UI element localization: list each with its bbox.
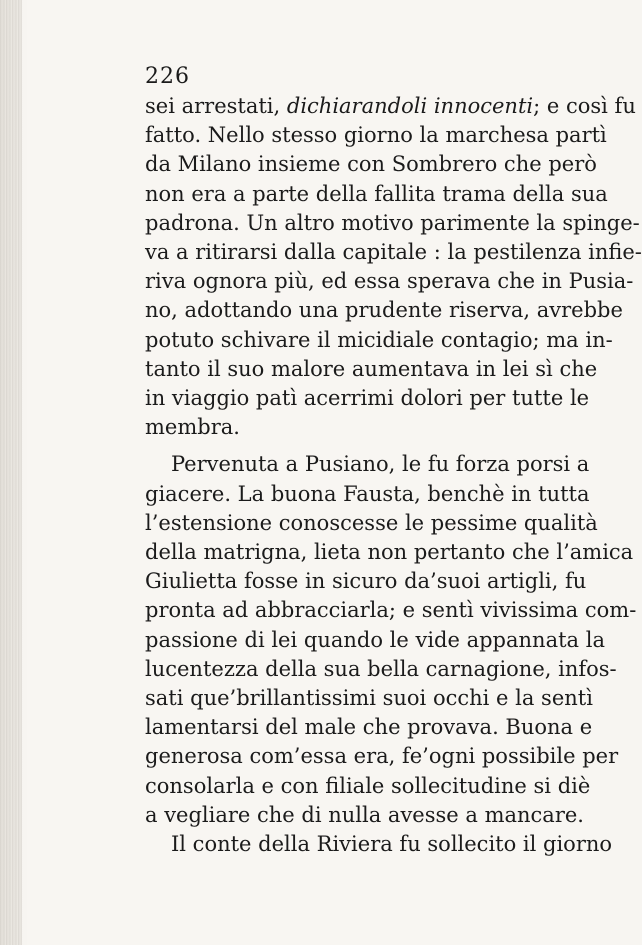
text-line-5: padrona. Un altro motivo parimente la spinge- (145, 210, 640, 235)
text-line-21: sati que’brillantissimi suoi occhi e la sentì (145, 686, 593, 711)
text-line-3: da Milano insieme con Sombrero che però (145, 152, 597, 177)
text-line-7: riva ognora più, ed essa sperava che in Pusia- (145, 269, 634, 294)
page-binding-edge (0, 0, 22, 945)
text-line-23: generosa com’essa era, fe’ogni possibile per (145, 744, 619, 769)
text-line-1: sei arrestati, dichiarandoli innocenti; e così fu (145, 94, 636, 118)
text-line-14: giacere. La buona Fausta, benchè in tutta (145, 481, 590, 506)
text-line-16: della matrigna, lieta non pertanto che l’amica (145, 540, 634, 565)
text-line-17: Giulietta fosse in sicuro da’suoi artigli, fu (145, 569, 587, 594)
text-line-25: a vegliare che di nulla avesse a mancare. (145, 802, 584, 827)
italic-phrase: dichiarandoli innocenti (286, 94, 534, 118)
text-line-11: in viaggio patì acerrimi dolori per tutte le (145, 386, 590, 411)
text-line-24: consolarla e con filiale sollecitudine si diè (145, 773, 591, 798)
text-line-12: membra. (145, 415, 240, 440)
text-line-22: lamentarsi del male che provava. Buona e (145, 715, 593, 740)
text-line-20: lucentezza della sua bella carnagione, infos- (145, 656, 617, 681)
text-line-18: pronta ad abbracciarla; e sentì vivissima com- (145, 598, 637, 623)
text-line-4: non era a parte della fallita trama della sua (145, 181, 608, 206)
text-line-26: Il conte della Riviera fu sollecito il giorno (171, 832, 613, 857)
text-line-13: Pervenuta a Pusiano, le fu forza porsi a (171, 452, 590, 477)
text-line-19: passione di lei quando le vide appannata la (145, 627, 605, 652)
text-line-9: potuto schivare il micidiale contagio; ma in- (145, 327, 613, 352)
body-text (145, 92, 642, 859)
page-number: 226 (145, 64, 190, 89)
text-line-10: tanto il suo malore aumentava in lei sì che (145, 356, 598, 381)
text-line-6: va a ritirarsi dalla capitale : la pestilenza infie- (145, 240, 642, 265)
text-line-15: l’estensione conoscesse le pessime qualità (145, 510, 598, 535)
text-line-2: fatto. Nello stesso giorno la marchesa partì (145, 123, 607, 148)
text-line-8: no, adottando una prudente riserva, avrebbe (145, 298, 623, 323)
